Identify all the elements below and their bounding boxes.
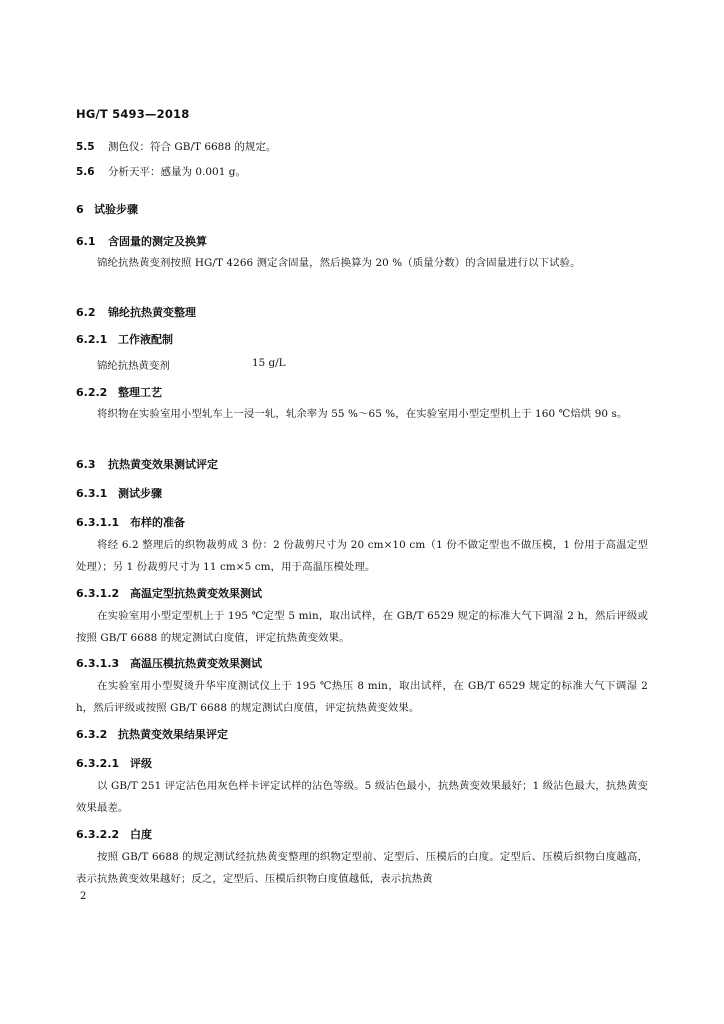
section-number: 6 bbox=[76, 203, 84, 216]
section-number: 6.3.2.2 bbox=[76, 828, 120, 841]
section-heading-6-3-2 bbox=[76, 726, 228, 742]
section-title: 测试步骤 bbox=[118, 487, 162, 500]
section-title: 试验步骤 bbox=[94, 203, 138, 216]
standard-number: HG/T 5493—2018 bbox=[76, 107, 190, 121]
section-heading-6-2-2 bbox=[76, 384, 162, 400]
page-number: 2 bbox=[80, 891, 87, 902]
clause-5-5 bbox=[76, 139, 276, 154]
section-title: 工作液配制 bbox=[118, 333, 173, 346]
section-number: 6.2 bbox=[76, 306, 96, 319]
paragraph-6-3-1-2: 在实验室用小型定型机上于 195 ℃定型 5 min，取出试样，在 GB/T 6529 规定的标准大气下调湿 2 h，然后评级或按照 GB/T 6688 的规定测试白度值，评定抗热黄变效果。 bbox=[76, 610, 648, 644]
section-heading-6-2 bbox=[76, 304, 196, 320]
section-title: 高温定型抗热黄变效果测试 bbox=[130, 587, 262, 600]
clause-number: 5.6 bbox=[76, 166, 95, 178]
recipe-row bbox=[97, 357, 286, 372]
section-heading-6-3-1-1 bbox=[76, 514, 185, 530]
section-title: 布样的准备 bbox=[130, 516, 185, 529]
section-title: 白度 bbox=[130, 828, 152, 841]
paragraph-6-3-2-1: 以 GB/T 251 评定沾色用灰色样卡评定试样的沾色等级。5 级沾色最小，抗热黄变效果最好；1 级沾色最大，抗热黄变效果最差。 bbox=[76, 780, 648, 814]
paragraph-6-3-1-1: 将经 6.2 整理后的织物裁剪成 3 份：2 份裁剪尺寸为 20 cm×10 cm（1 份不做定型也不做压模，1 份用于高温定型处理）；另 1 份裁剪尺寸为 11 cm×5 cm，用于高温压模处理。 bbox=[76, 539, 648, 573]
section-heading-6-3 bbox=[76, 456, 218, 472]
section-number: 6.1 bbox=[76, 235, 96, 248]
section-title: 含固量的测定及换算 bbox=[108, 235, 207, 248]
section-heading-6 bbox=[76, 201, 138, 217]
section-number: 6.3.1.1 bbox=[76, 516, 120, 529]
section-number: 6.2.1 bbox=[76, 333, 108, 346]
section-number: 6.3.1.2 bbox=[76, 587, 120, 600]
section-number: 6.3.1 bbox=[76, 487, 108, 500]
clause-text: 测色仪：符合 GB/T 6688 的规定。 bbox=[108, 141, 277, 153]
section-heading-6-3-2-1 bbox=[76, 755, 152, 771]
recipe-name: 锦纶抗热黄变剂 bbox=[97, 360, 170, 372]
section-title: 抗热黄变效果测试评定 bbox=[108, 458, 218, 471]
section-number: 6.3.2 bbox=[76, 728, 108, 741]
section-title: 评级 bbox=[130, 757, 152, 770]
clause-number: 5.5 bbox=[76, 141, 95, 153]
section-title: 整理工艺 bbox=[118, 386, 162, 399]
section-heading-6-2-1 bbox=[76, 331, 173, 347]
section-heading-6-1 bbox=[76, 233, 207, 249]
clause-5-6 bbox=[76, 164, 246, 179]
paragraph-6-1: 锦纶抗热黄变剂按照 HG/T 4266 测定含固量，然后换算为 20 %（质量分数）的含固量进行以下试验。 bbox=[97, 257, 581, 269]
recipe-value: 15 g/L bbox=[252, 357, 286, 369]
section-number: 6.3 bbox=[76, 458, 96, 471]
section-title: 高温压模抗热黄变效果测试 bbox=[130, 657, 262, 670]
section-heading-6-3-2-2 bbox=[76, 826, 152, 842]
section-number: 6.3.2.1 bbox=[76, 757, 120, 770]
section-title: 抗热黄变效果结果评定 bbox=[118, 728, 228, 741]
paragraph-6-3-1-3: 在实验室用小型熨烫升华牢度测试仪上于 195 ℃热压 8 min，取出试样，在 GB/T 6529 规定的标准大气下调湿 2 h，然后评级或按照 GB/T 6688 的规定测试白度值，评定抗热黄变效果。 bbox=[76, 680, 648, 714]
section-number: 6.2.2 bbox=[76, 386, 108, 399]
paragraph-6-3-2-2: 按照 GB/T 6688 的规定测试经抗热黄变整理的织物定型前、定型后、压模后的白度。定型后、压模后织物白度越高，表示抗热黄变效果越好；反之，定型后、压模后织物白度值越低，表示抗热黄 bbox=[76, 851, 648, 885]
section-title: 锦纶抗热黄变整理 bbox=[108, 306, 196, 319]
section-number: 6.3.1.3 bbox=[76, 657, 120, 670]
section-heading-6-3-1 bbox=[76, 485, 162, 501]
section-heading-6-3-1-2 bbox=[76, 585, 262, 601]
section-heading-6-3-1-3 bbox=[76, 655, 262, 671]
clause-text: 分析天平：感量为 0.001 g。 bbox=[108, 166, 246, 178]
paragraph-6-2-2: 将织物在实验室用小型轧车上一浸一轧，轧余率为 55 %～65 %，在实验室用小型定型机上于 160 ℃焙烘 90 s。 bbox=[97, 408, 628, 420]
